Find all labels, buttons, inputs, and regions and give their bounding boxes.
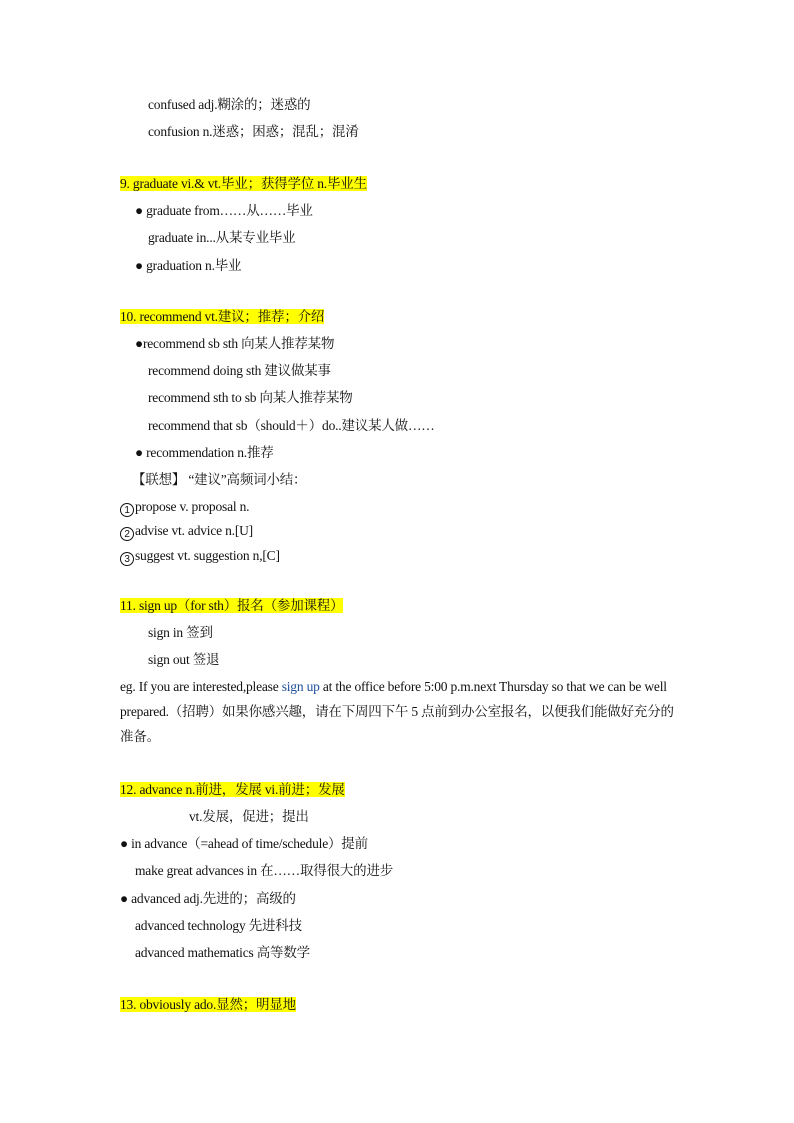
entry-graduate-from: ● graduate from……从……毕业	[135, 203, 313, 218]
association-item-2-text: advise vt. advice n.[U]	[135, 523, 253, 538]
association-item-3-text: suggest vt. suggestion n,[C]	[135, 548, 280, 563]
heading-12	[120, 781, 345, 799]
entry-advanced: ● advanced adj.先进的；高级的	[120, 891, 296, 906]
circled-number-3: 3	[120, 552, 134, 566]
example-keyword: sign up	[281, 679, 320, 694]
entry-confusion: confusion n.迷惑；困惑；混乱；混淆	[148, 124, 359, 139]
entry-recommendation: ● recommendation n.推荐	[135, 445, 274, 460]
circled-number-2: 2	[120, 527, 134, 541]
entry-in-advance: ● in advance（=ahead of time/schedule）提前	[120, 836, 368, 851]
association-item-1-text: propose v. proposal n.	[135, 499, 250, 514]
association-note: 【联想】 “建议”高频词小结：	[132, 472, 307, 487]
entry-confused: confused adj.糊涂的；迷惑的	[148, 97, 311, 112]
heading-9	[120, 175, 367, 193]
association-item-3	[120, 547, 280, 566]
heading-13	[120, 996, 296, 1014]
heading-11	[120, 597, 343, 615]
entry-advanced-technology: advanced technology 先进科技	[135, 918, 302, 933]
heading-12-text: 12. advance n.前进，发展 vi.前进；发展	[120, 782, 345, 797]
example-part-1: eg. If you are interested,please	[120, 679, 282, 694]
association-item-1	[120, 498, 249, 517]
entry-graduate-in: graduate in...从某专业毕业	[148, 230, 296, 245]
entry-make-great-advances: make great advances in 在……取得很大的进步	[135, 863, 394, 878]
entry-recommend-sth-to-sb: recommend sth to sb 向某人推荐某物	[148, 390, 353, 405]
entry-sign-in: sign in 签到	[148, 625, 213, 640]
circled-number-1: 1	[120, 503, 134, 517]
entry-recommend-sb-sth: ●recommend sb sth 向某人推荐某物	[135, 336, 335, 351]
entry-sign-out: sign out 签退	[148, 652, 220, 667]
example-part-2: at the office before 5:00 p.m.next Thursday so that we can be well prepared.（招聘）如果你感兴趣，请在下周四下午 5 点前到办公室报名，以便我们能做好充分的准备。	[120, 679, 674, 744]
heading-13-text: 13. obviously ado.显然；明显地	[120, 997, 296, 1012]
heading-10-text: 10. recommend vt.建议；推荐；介绍	[120, 309, 325, 324]
heading-11-text: 11. sign up（for sth）报名（参加课程）	[120, 598, 344, 613]
entry-advance-vt: vt.发展，促进；提出	[189, 809, 309, 824]
example-sentence	[120, 674, 680, 749]
entry-recommend-doing: recommend doing sth 建议做某事	[148, 363, 331, 378]
heading-10	[120, 308, 324, 326]
entry-recommend-that: recommend that sb（should＋）do..建议某人做……	[148, 418, 435, 433]
entry-advanced-mathematics: advanced mathematics 高等数学	[135, 945, 310, 960]
association-item-2	[120, 522, 253, 541]
heading-9-text: 9. graduate vi.& vt.毕业；获得学位 n.毕业生	[120, 176, 367, 191]
entry-graduation: ● graduation n.毕业	[135, 258, 242, 273]
